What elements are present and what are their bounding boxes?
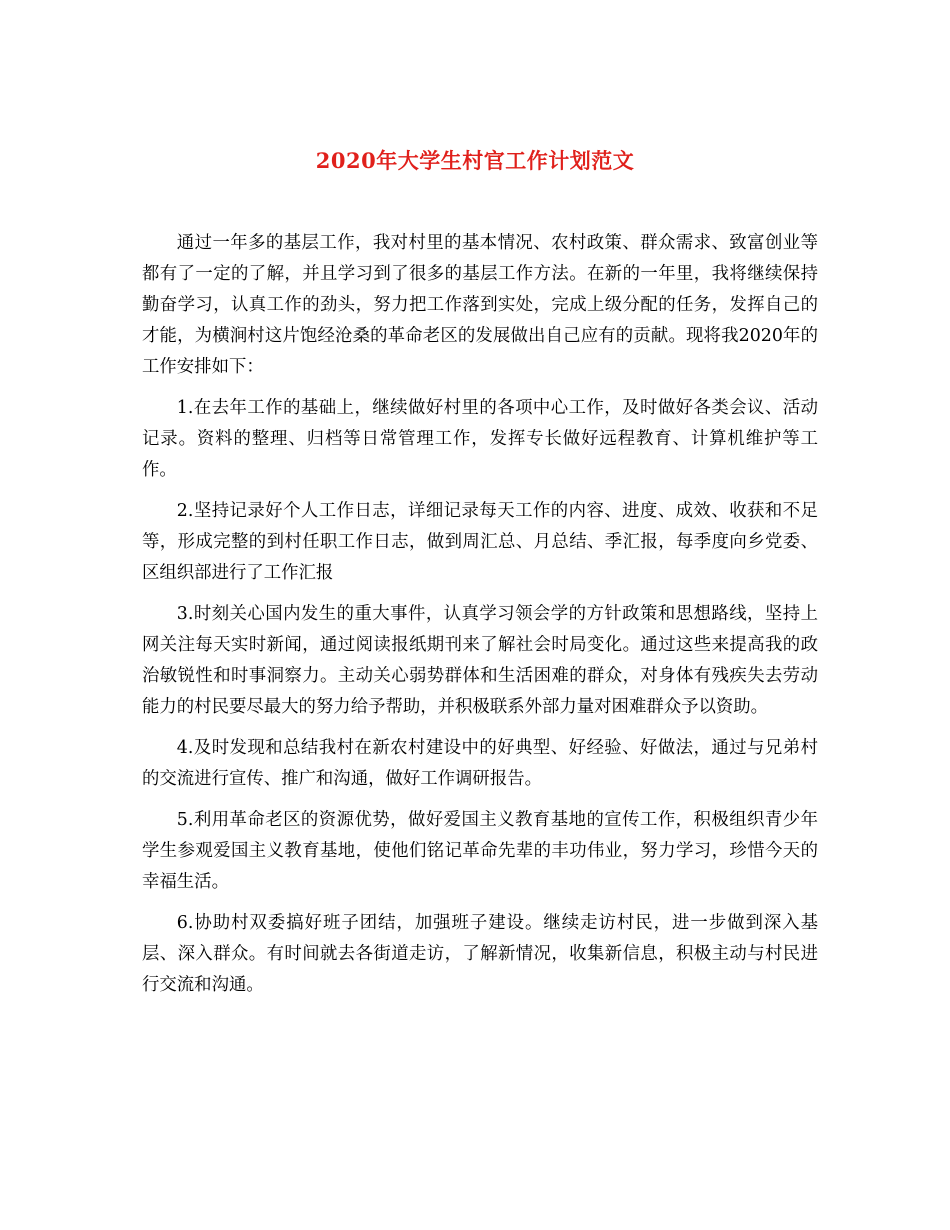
paragraph-intro: 通过一年多的基层工作，我对村里的基本情况、农村政策、群众需求、致富创业等都有了一定的了解，并且学习到了很多的基层工作方法。在新的一年里，我将继续保持勤奋学习，认真工作的劲头，努力把工作落到实处，完成上级分配的任务，发挥自己的才能，为横涧村这片饱经沧桑的革命老区的发展做出自己应有的贡献。现将我2020年的工作安排如下： bbox=[142, 233, 818, 377]
paragraph-item-2: 2.坚持记录好个人工作日志，详细记录每天工作的内容、进度、成效、收获和不足等，形成完整的到村任职工作日志，做到周汇总、月总结、季汇报，每季度向乡党委、区组织部进行了工作汇报 bbox=[142, 501, 818, 583]
document-title: 2020年大学生村官工作计划范文 bbox=[315, 148, 635, 173]
paragraph-item-5: 5.利用革命老区的资源优势，做好爱国主义教育基地的宣传工作，积极组织青少年学生参观爱国主义教育基地，使他们铭记革命先辈的丰功伟业，努力学习，珍惜今天的幸福生活。 bbox=[142, 810, 818, 892]
paragraph-item-3: 3.时刻关心国内发生的重大事件，认真学习领会学的方针政策和思想路线，坚持上网关注每天实时新闻，通过阅读报纸期刊来了解社会时局变化。通过这些来提高我的政治敏锐性和时事洞察力。主动关心弱势群体和生活困难的群众，对身体有残疾失去劳动能力的村民要尽最大的努力给予帮助，并积极联系外部力量对困难群众予以资助。 bbox=[142, 604, 818, 717]
document-body bbox=[142, 228, 818, 1011]
paragraph-item-6: 6.协助村双委搞好班子团结，加强班子建设。继续走访村民，进一步做到深入基层、深入群众。有时间就去各街道走访，了解新情况，收集新信息，积极主动与村民进行交流和沟通。 bbox=[142, 913, 818, 995]
paragraph-item-4: 4.及时发现和总结我村在新农村建设中的好典型、好经验、好做法，通过与兄弟村的交流进行宣传、推广和沟通，做好工作调研报告。 bbox=[142, 738, 818, 789]
paragraph-item-1: 1.在去年工作的基础上，继续做好村里的各项中心工作，及时做好各类会议、活动记录。资料的整理、归档等日常管理工作，发挥专长做好远程教育、计算机维护等工作。 bbox=[142, 398, 818, 480]
